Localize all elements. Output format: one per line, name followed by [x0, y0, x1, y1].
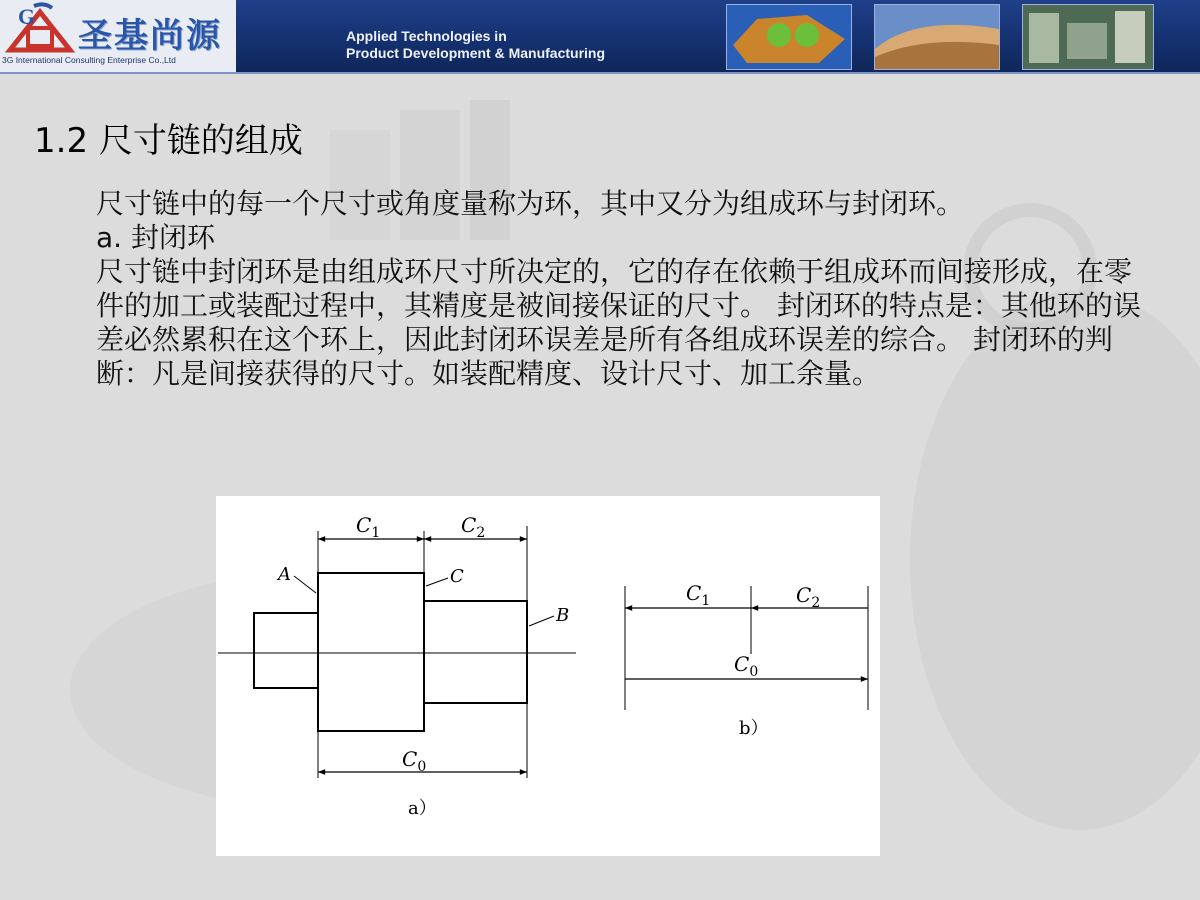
logo-emblem-icon	[4, 2, 76, 54]
figure-b-label-c1: $C_1$	[686, 581, 711, 609]
figure-b-label-c2: $C_2$	[796, 583, 821, 611]
section-title: 1.2 尺寸链的组成	[34, 121, 303, 161]
figure-a-extension-lines	[318, 526, 527, 778]
figure-a-label-c2: $C_2$	[461, 513, 486, 541]
svg-text:G: G	[18, 4, 36, 29]
figure-b-caption: b）	[739, 718, 769, 739]
figure-a-label-c0: $C_0$	[402, 747, 427, 775]
tagline-line-2: Product Development & Manufacturing	[346, 45, 606, 61]
subheading: a. 封闭环	[96, 221, 215, 254]
slide-body	[96, 187, 1166, 391]
figure-a-shaft	[218, 573, 576, 731]
figure-a-caption: a）	[408, 798, 437, 819]
header-image-factory	[1022, 4, 1154, 70]
figure-b-label-c0: $C_0$	[734, 652, 759, 680]
logo-name: 圣基尚源	[78, 16, 222, 56]
header-tagline	[346, 28, 605, 62]
tagline-line-1: Applied Technologies in	[346, 28, 507, 44]
figure-a-label-c: C	[450, 566, 464, 587]
figure-b-extension-lines	[625, 586, 868, 710]
figure-drawing	[216, 496, 880, 856]
dimension-chain-figure	[216, 496, 880, 856]
company-logo	[0, 0, 236, 72]
intro-paragraph: 尺寸链中的每一个尺寸或角度量称为环，其中又分为组成环与封闭环。	[96, 187, 965, 220]
header-image-engine	[726, 4, 852, 70]
header-banner	[0, 0, 1200, 74]
figure-a-label-c1: $C_1$	[356, 513, 381, 541]
header-image-surface	[874, 4, 1000, 70]
logo-subtitle: 3G International Consulting Enterprise Co.,Ltd	[2, 55, 176, 65]
figure-a-label-a: A	[278, 564, 291, 585]
figure-a-label-b: B	[556, 605, 570, 626]
main-paragraph: 尺寸链中封闭环是由组成环尺寸所决定的，它的存在依赖于组成环而间接形成，在零件的加工或装配过程中，其精度是被间接保证的尺寸。 封闭环的特点是：其他环的误差必然累积在这个环上，因此封闭环误差是所有各组成环误差的综合。 封闭环的判断：凡是间接获得的尺寸。如装配精度、设计尺寸、加工余量。	[96, 255, 1141, 390]
